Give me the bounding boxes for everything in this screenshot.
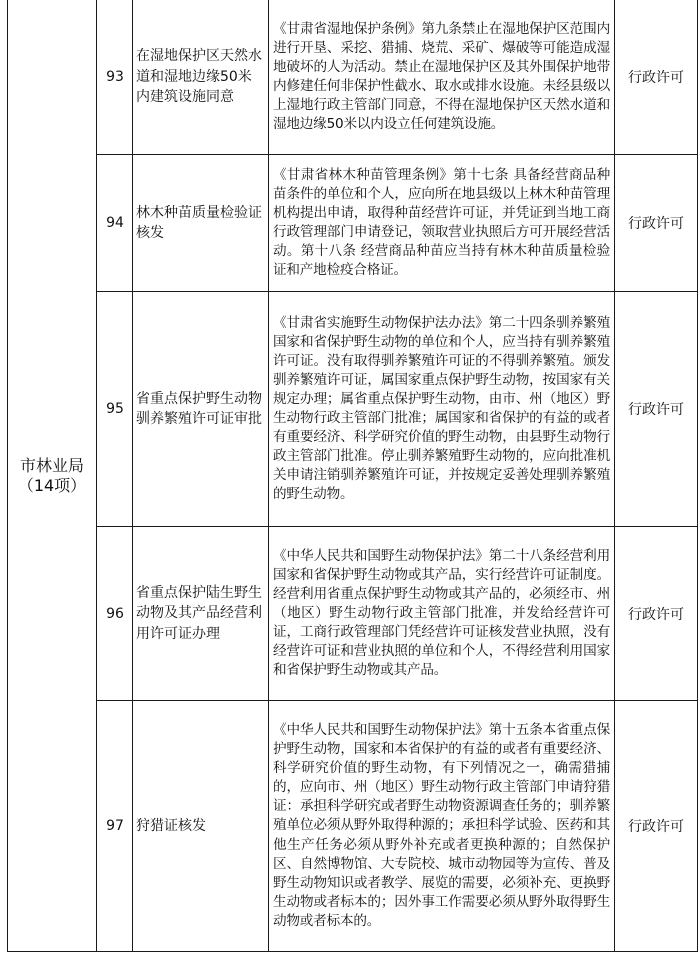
row-number: 95: [106, 401, 124, 417]
department-cell: [8, 0, 96, 952]
item-name: 省重点保护野生动物驯养繁殖许可证审批: [136, 390, 262, 427]
item-name: 狩猎证核发: [136, 817, 206, 834]
legal-basis: 《甘肃省湿地保护条例》第九条禁止在湿地保护区范围内进行开垦、采挖、猎捕、烧荒、采矿、爆破等可能造成湿地破坏的人为活动。禁止在湿地保护区及其外围保护地带内修建任何非保护性截水、取水或排水设施。未经县级以上湿地行政主管部门同意，不得在湿地保护区天然水道和湿地边缘50米以内设立任何建筑设施。: [273, 20, 610, 133]
department-count: （14项）: [17, 476, 87, 495]
item-name: 省重点保护陆生野生动物及其产品经营利用许可证办理: [136, 584, 262, 642]
row-number: 97: [106, 818, 124, 834]
item-type: 行政许可: [628, 606, 684, 623]
item-type: 行政许可: [628, 70, 684, 86]
row-number: 93: [106, 69, 124, 85]
legal-basis: 《甘肃省林木种苗管理条例》第十七条 具备经营商品种苗条件的单位和个人，应向所在地县级以上林木种苗管理机构提出申请，取得种苗经营许可证，并凭证到当地工商行政管理部门申请登记，领取营业执照后方可开展经营活动。第十八条 经营商品种苗应当持有林木种苗质量检验证和产地检疫合格证。: [273, 166, 610, 279]
item-type: 行政许可: [628, 402, 684, 418]
item-type: 行政许可: [628, 819, 684, 835]
department-name: 市林业局: [19, 456, 84, 475]
table-divider: [614, 0, 615, 952]
item-name: 在湿地保护区天然水道和湿地边缘50米内建筑设施同意: [136, 48, 262, 106]
legal-basis: 《中华人民共和国野生动物保护法》第二十八条经营利用国家和省保护野生动物或其产品，实行经营许可证制度。经营利用省重点保护野生动物或其产品的，必须经市、州（地区）野生动物行政主管部门批准，并发给经营许可证，工商行政管理部门凭经营许可证核发营业执照，没有经营许可证和营业执照的单位和个人，不得经营利用国家和省保护野生动物或其产品。: [273, 547, 610, 679]
legal-basis: 《中华人民共和国野生动物保护法》第十五条本省重点保护野生动物，国家和本省保护的有益的或者有重要经济、科学研究价值的野生动物，有下列情况之一，确需猎捕的，应向市、州（地区）野生动物行政主管部门申请狩猎证：承担科学研究或者野生动物资源调查任务的；驯养繁殖单位必须从野外取得种源的；承担科学试验、医药和其他生产任务必须从野外补充或者更换种源的；自然保护区、自然博物馆、大专院校、城市动物园等为宣传、普及野生动物知识或者教学、展览的需要，必须补充、更换野生动物或者标本的；因外事工作需要必须从野外取得野生动物或者标本的。: [273, 721, 610, 929]
item-type: 行政许可: [628, 216, 684, 232]
item-name: 林木种苗质量检验证核发: [136, 204, 262, 241]
table-border-bottom: [7, 951, 698, 952]
row-number: 94: [106, 215, 124, 231]
row-number: 96: [106, 605, 124, 622]
table-divider: [96, 0, 97, 952]
table-border-right: [697, 0, 698, 952]
legal-basis: 《甘肃省实施野生动物保护法办法》第二十四条驯养繁殖国家和省保护野生动物的单位和个人，应当持有驯养繁殖许可证。没有取得驯养繁殖许可证的不得驯养繁殖。颁发驯养繁殖许可证，属国家重点保护野生动物，按国家有关规定办理；属省重点保护野生动物，由市、州（地区）野生动物行政主管部门批准；属国家和省保护的有益的或者有重要经济、科学研究价值的野生动物，由县野生动物行政主管部门批准。停止驯养繁殖野生动物的，应向批准机关申请注销驯养繁殖许可证，并按规定妥善处理驯养繁殖的野生动物。: [273, 314, 610, 503]
